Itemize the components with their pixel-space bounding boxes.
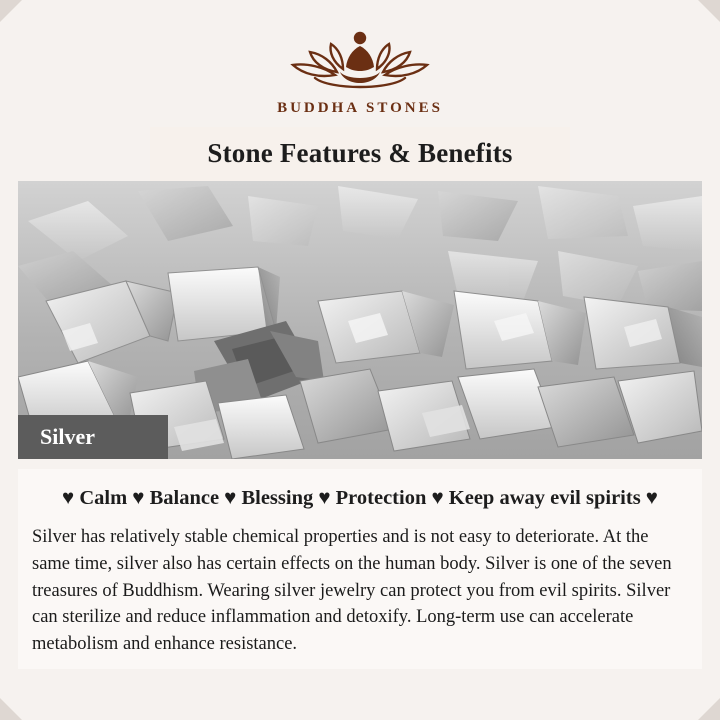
page-title-text: Stone Features & Benefits: [207, 138, 513, 168]
lotus-meditation-icon: [0, 22, 720, 94]
stone-name-label: [18, 415, 168, 459]
stone-info-panel: [18, 469, 702, 669]
stone-description: Silver has relatively stable chemical properties and is not easy to deteriorate. At the same time, silver also has certain effects on the human body. Silver is one of the seven treasures of Buddhism. Wearing silver jewelry can protect you from evil spirits. Silver can sterilize and reduce inflammation and detoxify. Long-term use can accelerate metabolism and enhance resistance.: [32, 527, 672, 655]
page-title: [150, 127, 570, 181]
brand-name: BUDDHA STONES: [277, 100, 443, 116]
corner-decoration-top-right: [698, 0, 720, 22]
corner-decoration-bottom-right: [698, 698, 720, 720]
stone-keywords: ♥ Calm ♥ Balance ♥ Blessing ♥ Protection ♥ Keep away evil spirits ♥: [62, 487, 658, 509]
corner-decoration-top-left: [0, 0, 22, 22]
hero-image: [18, 181, 702, 459]
brand-header: [0, 0, 720, 117]
stone-name-text: Silver: [40, 424, 95, 449]
corner-decoration-bottom-left: [0, 698, 22, 720]
